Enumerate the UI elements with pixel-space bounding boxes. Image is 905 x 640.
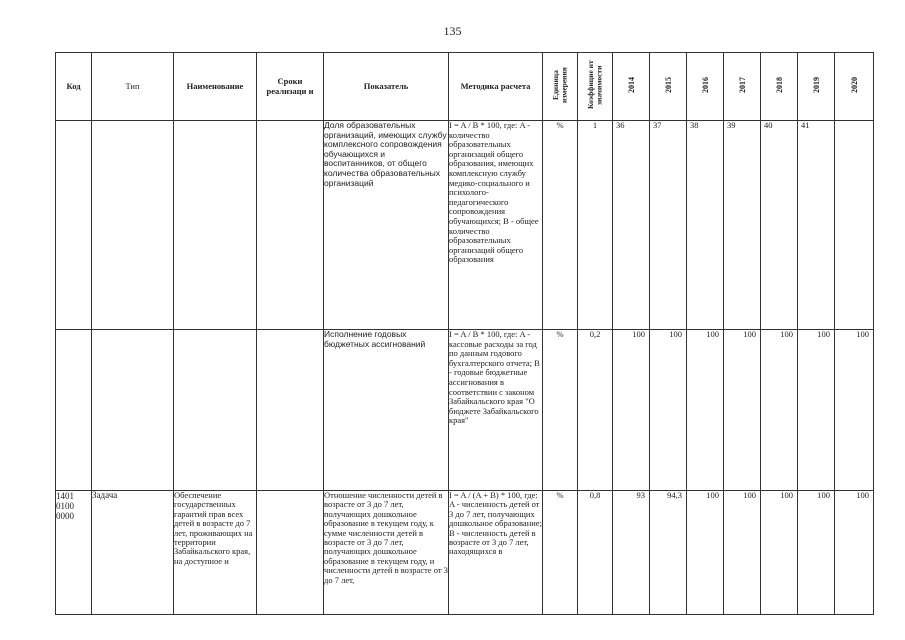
header-year-text: 2015: [663, 77, 673, 94]
cell-indicator: Отношение численности детей в возрасте от 3 до 7 лет, получающих дошкольное образование в текущем году, к сумме численности детей в возрасте от 3 до 7 лет, получающих дошкольное образование в текущем году, и численности детей в возрасте от 3 до 7 лет,: [324, 491, 449, 615]
cell-indicator: Доля образовательных организаций, имеющих службу комплексного сопровождения обучающихся и воспитанников, от общего количества образовательных организаций: [324, 121, 449, 330]
cell-value: 100: [724, 491, 761, 615]
cell-value: 40: [761, 121, 798, 330]
header-year: [724, 53, 761, 121]
cell-coef: 0,8: [578, 491, 613, 615]
cell-value: 100: [761, 330, 798, 491]
cell-value: 100: [761, 491, 798, 615]
table-row: [56, 491, 874, 615]
header-code: Код: [56, 53, 92, 121]
header-name: Наименование: [174, 53, 257, 121]
cell-value: 100: [613, 330, 650, 491]
header-year: [687, 53, 724, 121]
header-year: [613, 53, 650, 121]
header-year-text: 2014: [626, 77, 636, 94]
cell-type: Задача: [92, 491, 174, 615]
cell-name: [174, 330, 257, 491]
header-year-text: 2018: [774, 77, 784, 94]
header-terms: Сроки реализаци и: [257, 53, 324, 121]
cell-value: 41: [798, 121, 835, 330]
cell-code: [56, 121, 92, 330]
cell-name: Обеспечение государственных гарантий прав всех детей в возрасте до 7 лет, проживающих на территории Забайкальского края, на доступное и: [174, 491, 257, 615]
cell-terms: [257, 491, 324, 615]
cell-value: 100: [687, 491, 724, 615]
cell-value: 100: [835, 491, 874, 615]
header-year-text: 2016: [700, 77, 710, 94]
cell-indicator: Исполнение годовых бюджетных ассигнований: [324, 330, 449, 491]
header-type: Тип: [92, 53, 174, 121]
cell-value: 100: [835, 330, 874, 491]
cell-value: 36: [613, 121, 650, 330]
table-row: [56, 121, 874, 330]
header-year: [650, 53, 687, 121]
cell-unit: %: [543, 330, 578, 491]
cell-value: 93: [613, 491, 650, 615]
cell-value: [835, 121, 874, 330]
cell-terms: [257, 121, 324, 330]
cell-value: 100: [650, 330, 687, 491]
cell-coef: 0,2: [578, 330, 613, 491]
header-year-text: 2019: [811, 77, 821, 94]
cell-value: 37: [650, 121, 687, 330]
header-indicator: Показатель: [324, 53, 449, 121]
indicators-table: [55, 52, 874, 615]
header-year-text: 2017: [737, 77, 747, 94]
cell-method: I = A / B * 100, где: A - кассовые расходы за год по данным годового бухгалтерского отчета; B - годовые бюджетные ассигнования в соответствии с законом Забайкальского края "О бюджете Забайкальского края": [449, 330, 543, 491]
cell-unit: %: [543, 121, 578, 330]
table-row: [56, 330, 874, 491]
cell-value: 38: [687, 121, 724, 330]
header-coef-text: Коэффицие нт значимости: [585, 60, 603, 110]
cell-coef: 1: [578, 121, 613, 330]
cell-type: [92, 330, 174, 491]
cell-type: [92, 121, 174, 330]
header-coef: [578, 53, 613, 121]
cell-unit: %: [543, 491, 578, 615]
cell-code: [56, 330, 92, 491]
cell-value: 94,3: [650, 491, 687, 615]
cell-method: I = A / B * 100, где: A - количество образовательных организаций общего образования, имеющих комплексную службу медико-социального и психолого-педагогического сопровождения обучающихся; B - общее количество образовательных организаций общего образования: [449, 121, 543, 330]
header-row: [56, 53, 874, 121]
cell-name: [174, 121, 257, 330]
cell-value: 100: [724, 330, 761, 491]
cell-value: 100: [798, 491, 835, 615]
header-year: [835, 53, 874, 121]
page-number: 135: [443, 24, 462, 38]
cell-terms: [257, 330, 324, 491]
header-unit: [543, 53, 578, 121]
header-year: [798, 53, 835, 121]
header-year-text: 2020: [849, 77, 859, 94]
header-method: Методика расчета: [449, 53, 543, 121]
cell-method: I = A / (A + B) * 100, где: A - численность детей от 3 до 7 лет, получающих дошкольное образование; B - численность детей в возрасте от 3 до 7 лет, находящихся в: [449, 491, 543, 615]
header-year: [761, 53, 798, 121]
cell-value: 100: [687, 330, 724, 491]
cell-value: 100: [798, 330, 835, 491]
header-unit-text: Единица измерения: [550, 67, 568, 104]
cell-value: 39: [724, 121, 761, 330]
cell-code: 1401 0100 0000: [56, 491, 92, 615]
